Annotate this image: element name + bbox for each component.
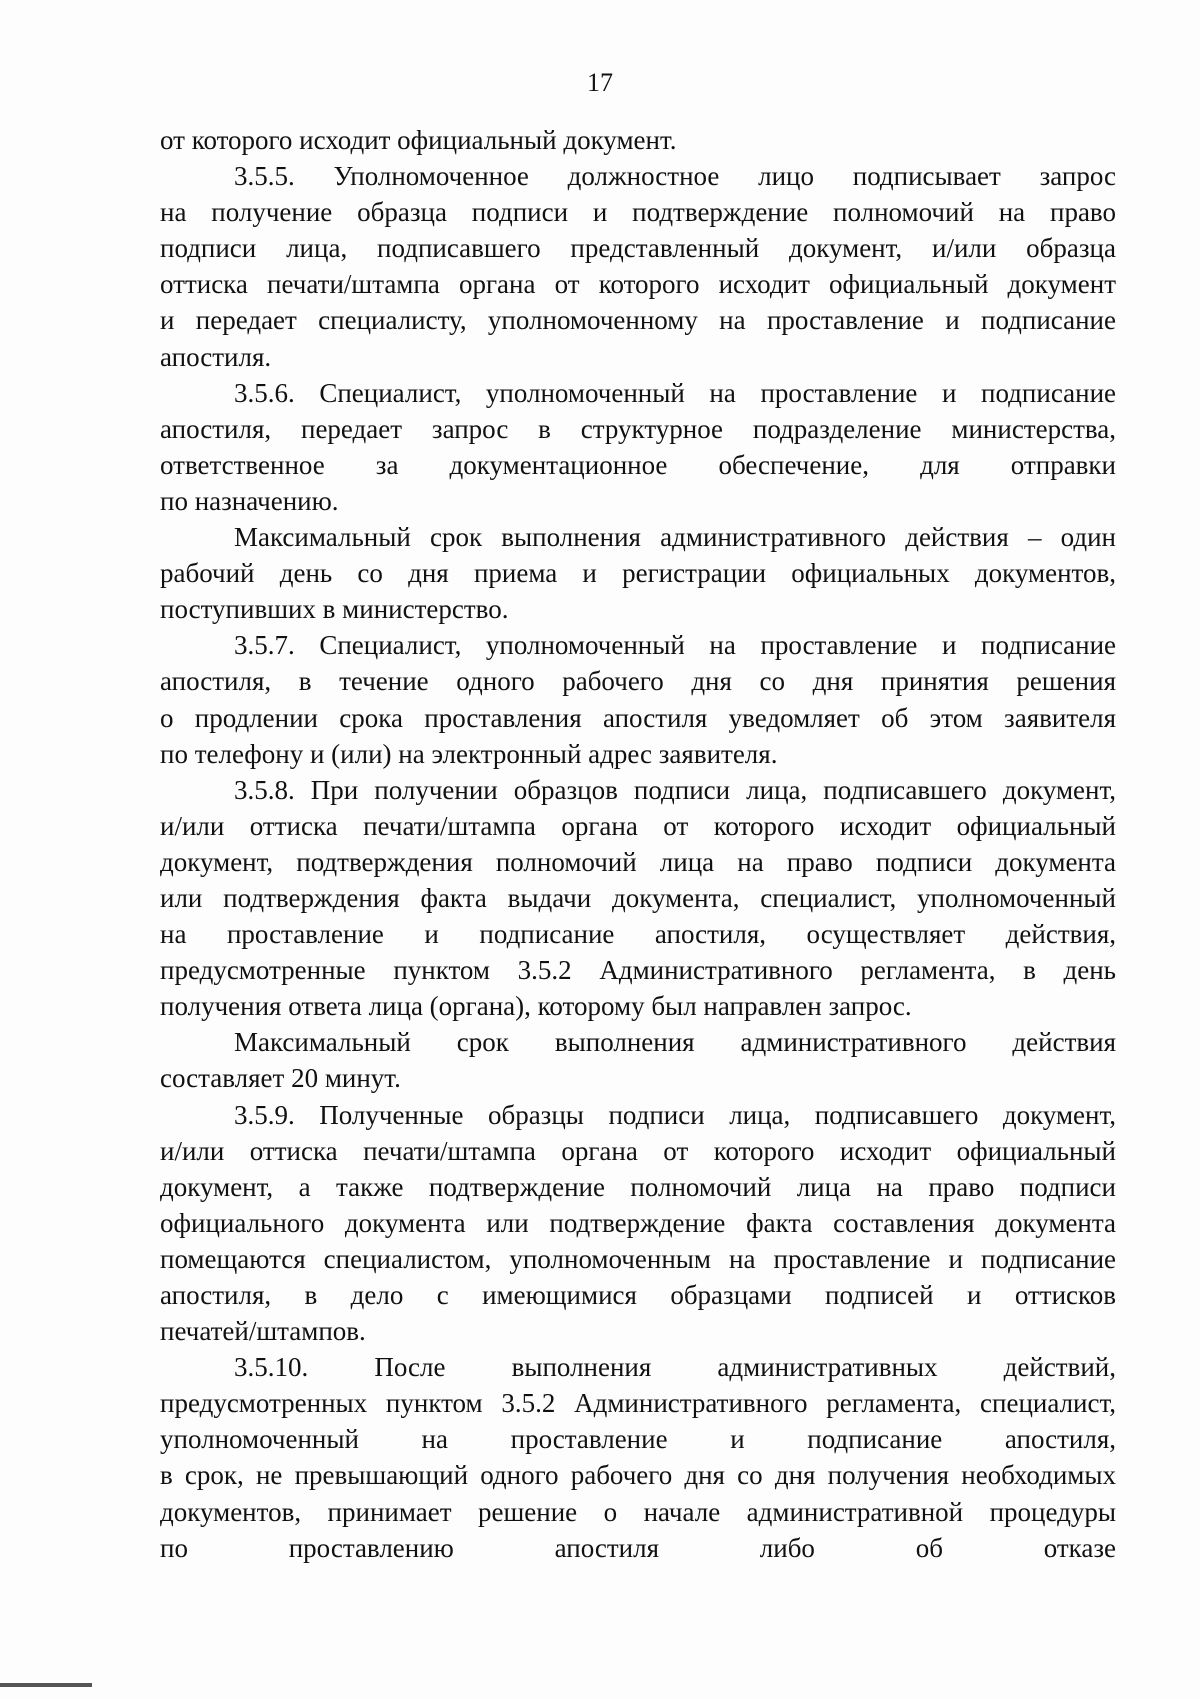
text-line: документов, принимает решение о начале административной процедуры [160,1496,1116,1527]
text-line: 3.5.10. После выполнения административных действий, [234,1352,1116,1383]
text-line: о продлении срока проставления апостиля уведомляет об этом заявителя [160,702,1116,733]
text-line: печатей/штампов. [160,1316,366,1347]
text-line: составляет 20 минут. [160,1063,401,1094]
text-line: 3.5.9. Полученные образцы подписи лица, подписавшего документ, [234,1099,1116,1130]
text-line: получения ответа лица (органа), которому был направлен запрос. [160,991,912,1022]
text-line: документ, а также подтверждение полномочий лица на право подписи [160,1171,1116,1202]
text-line: на получение образца подписи и подтверждение полномочий на право [160,197,1116,228]
text-line: апостиля, в дело с имеющимися образцами подписей и оттисков [160,1280,1116,1310]
scan-edge-mark [0,1683,92,1687]
text-line: уполномоченный на проставление и подписание апостиля, [160,1424,1116,1455]
text-line: апостиля. [160,341,272,372]
text-line: 3.5.8. При получении образцов подписи лица, подписавшего документ, [234,774,1116,805]
text-line: по назначению. [160,485,339,516]
text-line: или подтверждения факта выдачи документа, специалист, уполномоченный [160,882,1116,913]
text-line: документ, подтверждения полномочий лица на право подписи документа [160,846,1116,877]
body-text [160,122,1116,1566]
text-line: апостиля, передает запрос в структурное подразделение министерства, [160,413,1116,444]
text-line: 3.5.6. Специалист, уполномоченный на проставление и подписание [234,377,1116,408]
text-line: и/или оттиска печати/штампа органа от которого исходит официальный [160,810,1116,841]
text-line: от которого исходит официальный документ. [160,125,677,155]
text-line: и передает специалисту, уполномоченному на проставление и подписание [160,305,1116,336]
text-line: официального документа или подтверждение факта составления документа [160,1207,1116,1238]
text-line: 3.5.5. Уполномоченное должностное лицо подписывает запрос [234,161,1116,192]
text-line: Максимальный срок выполнения административного действия [234,1027,1116,1058]
text-line: рабочий день со дня приема и регистрации официальных документов, [160,558,1116,589]
text-line: по телефону и (или) на электронный адрес заявителя. [160,738,778,769]
text-line: оттиска печати/штампа органа от которого исходит официальный документ [160,269,1116,300]
text-line: и/или оттиска печати/штампа органа от которого исходит официальный [160,1135,1116,1166]
page-number: 17 [587,68,613,97]
text-line: на проставление и подписание апостиля, осуществляет действия, [160,919,1116,950]
text-line: поступивших в министерство. [160,594,509,625]
text-line: предусмотренных пунктом 3.5.2 Административного регламента, специалист, [160,1388,1116,1419]
text-line: в срок, не превышающий одного рабочего дня со дня получения необходимых [160,1460,1116,1491]
text-line: апостиля, в течение одного рабочего дня со дня принятия решения [160,666,1116,697]
text-line: помещаются специалистом, уполномоченным на проставление и подписание [160,1243,1116,1274]
text-line: предусмотренные пунктом 3.5.2 Административного регламента, в день [160,955,1116,986]
text-line: подписи лица, подписавшего представленный документ, и/или образца [160,233,1116,264]
text-line: 3.5.7. Специалист, уполномоченный на проставление и подписание [234,630,1116,661]
text-line: Максимальный срок выполнения административного действия – один [234,522,1116,553]
text-line: ответственное за документационное обеспечение, для отправки [160,449,1116,480]
text-line: по проставлению апостиля либо об отказе [160,1532,1116,1563]
